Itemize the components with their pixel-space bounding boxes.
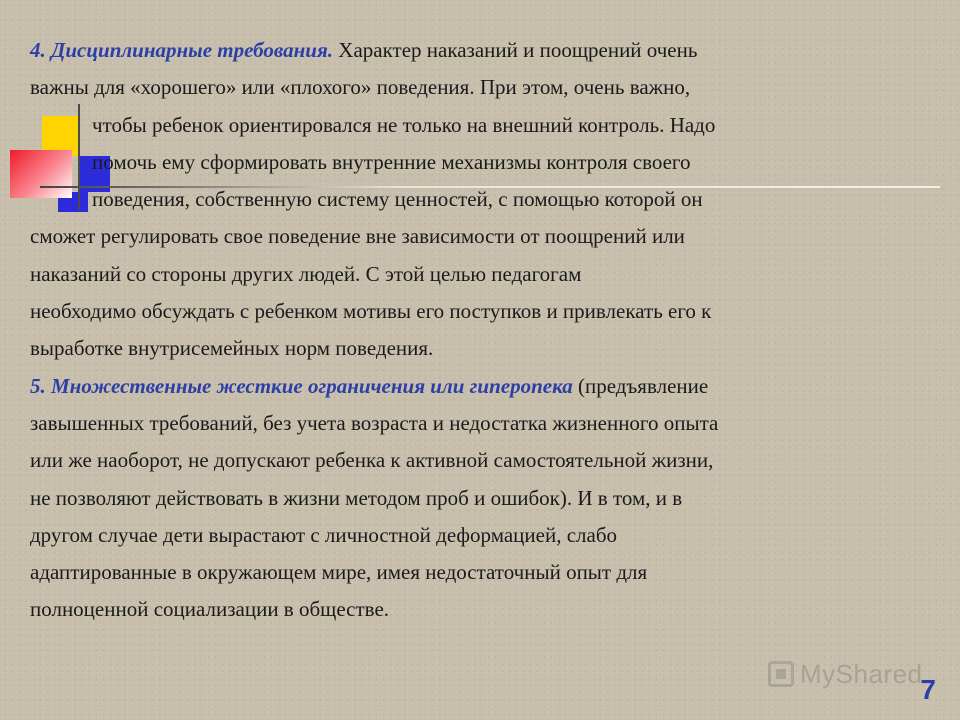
paragraph-4-heading: 4. Дисциплинарные требования.	[30, 38, 334, 62]
text-line: выработке внутрисемейных норм поведения.	[30, 336, 434, 361]
text-line: наказаний со стороны других людей. С этой целью педагогам	[30, 261, 582, 286]
page-number: 7	[920, 674, 936, 705]
text-line: адаптированные в окружающем мире, имея недостаточный опыт для	[30, 560, 648, 585]
text-line: поведения, собственную систему ценностей, с помощью которой он	[92, 187, 703, 212]
text-line: помочь ему сформировать внутренние механизмы контроля своего	[92, 149, 691, 174]
text-line: 5. Множественные жесткие ограничения или гиперопека (предъявление	[30, 373, 709, 398]
text-line: другом случае дети вырастают с личностной деформацией, слабо	[30, 522, 618, 547]
text-line: важны для «хорошего» или «плохого» поведения. При этом, очень важно,	[30, 75, 691, 100]
paragraph-5-heading: 5. Множественные жесткие ограничения или гиперопека	[30, 373, 573, 398]
text-line: не позволяют действовать в жизни методом проб и ошибок). И в том, и в	[30, 485, 683, 510]
watermark-text: MyShared	[800, 658, 923, 689]
text-line: завышенных требований, без учета возраста и недостатка жизненного опыта	[30, 410, 719, 435]
text-line: 4. Дисциплинарные требования. Характер наказаний и поощрений очень	[30, 38, 698, 62]
text-line: полноценной социализации в обществе.	[30, 597, 390, 622]
myshared-logo-icon	[768, 661, 794, 687]
text-line: необходимо обсуждать с ребенком мотивы его поступков и привлекать его к	[30, 299, 712, 324]
text-line: или же наоборот, не допускают ребенка к активной самостоятельной жизни,	[30, 448, 714, 473]
watermark-logo	[768, 660, 923, 688]
text-line: сможет регулировать свое поведение вне зависимости от поощрений или	[30, 224, 685, 249]
text-line: чтобы ребенок ориентировался не только на внешний контроль. Надо	[92, 112, 716, 137]
slide-body-text	[0, 32, 960, 629]
